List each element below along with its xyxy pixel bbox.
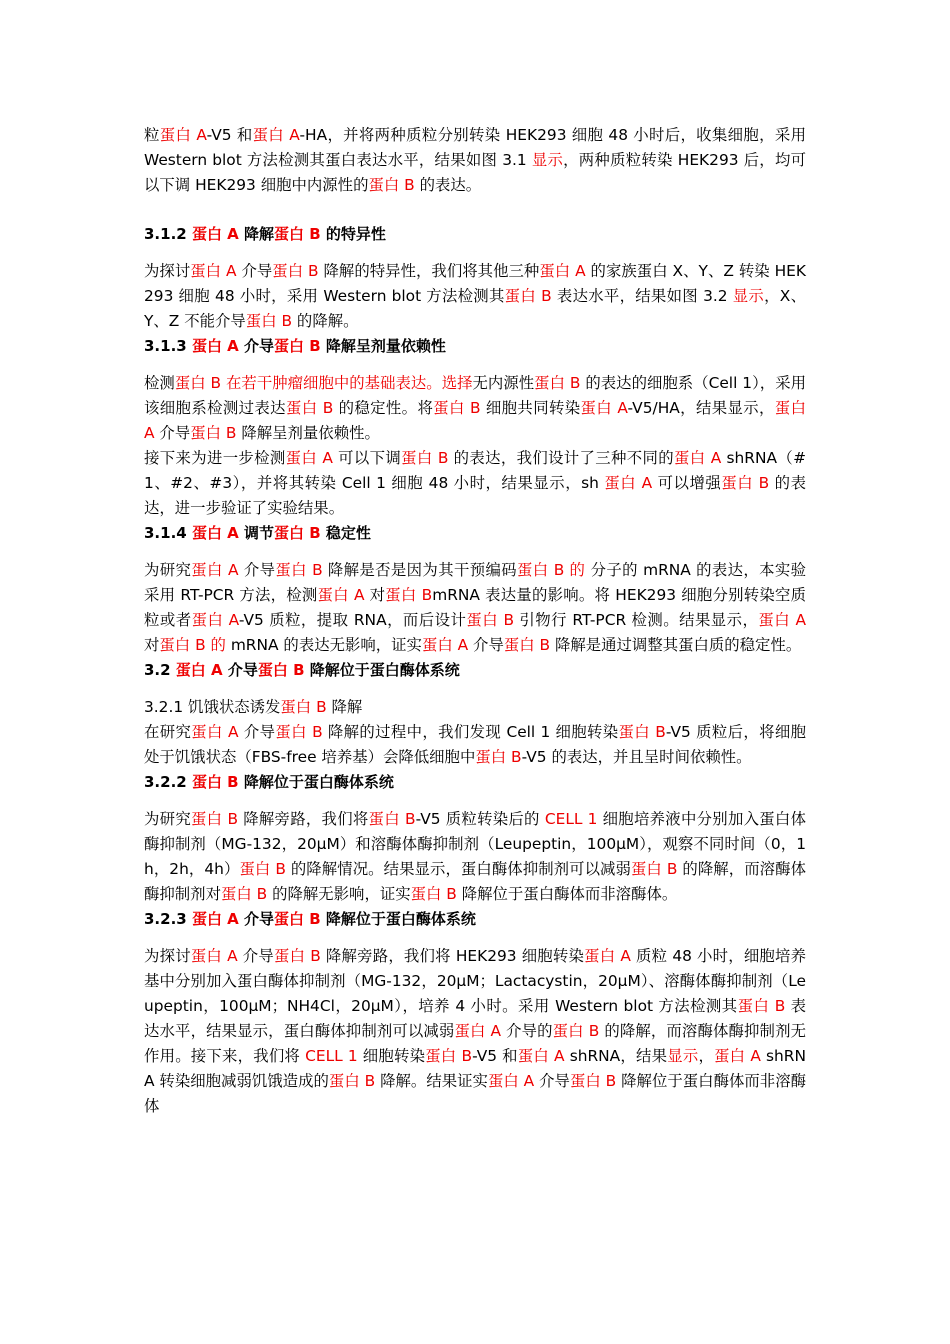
paragraph: [144, 558, 806, 658]
text-run: 介导: [534, 1072, 570, 1090]
text-run: 3.2: [144, 661, 176, 679]
text-run: 表达水平，结果如图 3.2: [551, 287, 733, 305]
highlighted-term: 蛋白 A: [159, 126, 207, 144]
highlighted-term: 蛋白 A: [604, 474, 653, 492]
highlighted-term: 蛋白 B 的: [159, 636, 226, 654]
spacer: [144, 198, 806, 222]
spacer: [144, 546, 806, 558]
highlighted-term: 蛋白 A: [539, 262, 586, 280]
highlighted-term: 蛋白 A: [758, 611, 806, 629]
text-run: -V5/HA，结果显示，: [627, 399, 775, 417]
highlighted-term: CELL 1: [305, 1047, 358, 1065]
text-run: 降解旁路，我们将: [238, 810, 369, 828]
text-run: 对: [364, 586, 386, 604]
text-run: 3.1.4: [144, 524, 192, 542]
highlighted-term: 蛋白 B: [385, 586, 433, 604]
text-run: 分子的 mRNA 的表达，本实验采用 RT-PCR 方法，检测: [144, 561, 806, 604]
text-run: 细胞共同转染: [480, 399, 581, 417]
text-run: 介导: [468, 636, 504, 654]
highlighted-term: 蛋白 A: [191, 611, 239, 629]
text-run: 引物行 RT-PCR 检测。结果显示，: [514, 611, 759, 629]
text-run: 无内源性: [472, 374, 535, 392]
text-run: 介导: [238, 337, 275, 355]
text-run: 的家族蛋白 X、Y、Z 转染 HEK293 细胞 48 小时，采用 Western blot 方法检测其: [144, 262, 806, 305]
highlighted-term: 蛋白 B: [285, 399, 334, 417]
text-run: 降解的过程中，我们发现 Cell 1 细胞转染: [322, 723, 619, 741]
highlighted-term: 蛋白 B: [721, 474, 770, 492]
highlighted-term: 显示: [667, 1047, 699, 1065]
highlighted-term: 蛋白 A: [191, 561, 239, 579]
text-run: 的降解情况。结果显示，蛋白酶体抑制剂可以减弱: [285, 860, 631, 878]
text-run: 介导: [238, 910, 275, 928]
highlighted-term: 蛋白 B: [368, 176, 415, 194]
text-run: 粒: [144, 126, 160, 144]
text-run: 降解位于蛋白酶体系统: [304, 661, 460, 679]
highlighted-term: 蛋白 B: [368, 810, 416, 828]
highlighted-term: 蛋白 B: [552, 1022, 600, 1040]
highlighted-term: 蛋白 B: [274, 225, 321, 243]
text-run: 降解旁路，我们将 HEK293 细胞转染: [320, 947, 585, 965]
highlighted-term: 蛋白 B 在若干肿瘤细胞中的基础表达。选择: [174, 374, 473, 392]
text-run: -V5 质粒后，将细胞处于饥饿状态（FBS-free 培养基）会降低细胞中: [144, 723, 806, 766]
text-run: 介导: [236, 262, 273, 280]
text-run: 3.2.2: [144, 773, 192, 791]
text-run: 可以下调: [332, 449, 402, 467]
section-heading: [144, 334, 806, 359]
text-run: 对: [144, 636, 160, 654]
text-run: 在研究: [144, 723, 192, 741]
highlighted-term: 蛋白 B: [275, 723, 323, 741]
text-run: 介导: [238, 723, 276, 741]
highlighted-term: 蛋白 B: [618, 723, 666, 741]
highlighted-term: 蛋白 B: [239, 860, 286, 878]
text-run: 接下来为进一步检测: [144, 449, 286, 467]
text-run: 降解。结果证实: [375, 1072, 488, 1090]
highlighted-term: 蛋白 B: [504, 287, 552, 305]
text-run: 介导: [154, 424, 191, 442]
text-run: 检测: [144, 374, 175, 392]
text-run: 表达水平，结果显示，蛋白酶体抑制剂可以减弱: [144, 997, 806, 1040]
highlighted-term: 蛋白 B: [220, 885, 268, 903]
highlighted-term: 蛋白 B: [328, 1072, 376, 1090]
text-run: 的特异性: [320, 225, 386, 243]
text-run: 降解位于蛋白酶体而非溶酶体。: [456, 885, 678, 903]
text-run: ，X、Y、Z 不能介导: [144, 287, 806, 330]
spacer: [144, 683, 806, 695]
section-heading: [144, 222, 806, 247]
text-run: 调节: [238, 524, 275, 542]
paragraph: [144, 944, 806, 1119]
text-run: 介导: [237, 947, 274, 965]
text-run: 的降解，而溶酶体酶抑制剂对: [144, 860, 806, 903]
highlighted-term: 蛋白 A: [191, 723, 239, 741]
highlighted-term: 蛋白 A: [317, 586, 365, 604]
highlighted-term: 蛋白 B: [274, 910, 321, 928]
text-run: 降解位于蛋白酶体系统: [320, 910, 476, 928]
text-run: -HA，并将两种质粒分别转染 HEK293 细胞 48 小时后，收集细胞，采用 Western blot 方法检测其蛋白表达水平，结果如图 3.1: [144, 126, 806, 169]
highlighted-term: 蛋白 B: [191, 773, 239, 791]
highlighted-term: 显示: [531, 151, 564, 169]
paragraph: [144, 807, 806, 907]
highlighted-term: 蛋白 B: [410, 885, 457, 903]
highlighted-term: 蛋白 B: [475, 748, 522, 766]
paragraph: [144, 720, 806, 770]
paragraph: [144, 446, 806, 521]
text-run: mRNA 的表达无影响，证实: [225, 636, 422, 654]
highlighted-term: 蛋白 A: [517, 1047, 565, 1065]
highlighted-term: 蛋白 A: [144, 399, 806, 442]
section-heading: [144, 658, 806, 683]
highlighted-term: 蛋白 A: [584, 947, 631, 965]
section-heading: [144, 770, 806, 795]
text-run: 3.2.3: [144, 910, 192, 928]
highlighted-term: 蛋白 B: [534, 374, 581, 392]
highlighted-term: 蛋白 A: [487, 1072, 535, 1090]
text-run: 3.1.2: [144, 225, 192, 243]
text-run: 降解位于蛋白酶体系统: [238, 773, 394, 791]
highlighted-term: 蛋白 B: [630, 860, 678, 878]
text-run: 降解呈剂量依赖性: [320, 337, 446, 355]
highlighted-term: 蛋白 B: [466, 611, 515, 629]
text-run: 降解呈剂量依赖性。: [236, 424, 380, 442]
highlighted-term: 蛋白 B: [503, 636, 551, 654]
text-run: 降解: [326, 698, 363, 716]
text-run: 为研究: [144, 810, 191, 828]
text-run: mRNA 表达量的影响。将 HEK293 细胞分别转染空质粒或者: [144, 586, 807, 629]
highlighted-term: 蛋白 A: [191, 910, 239, 928]
highlighted-term: 蛋白 B: [425, 1047, 473, 1065]
highlighted-term: 蛋白 B: [245, 312, 293, 330]
section-heading: [144, 907, 806, 932]
text-run: shRNA 转染细胞减弱饥饿造成的: [144, 1047, 806, 1090]
highlighted-term: 蛋白 B: [274, 524, 321, 542]
spacer: [144, 359, 806, 371]
highlighted-term: 蛋白 B 的: [516, 561, 586, 579]
spacer: [144, 247, 806, 259]
text-run: 降解位于蛋白酶体而非溶酶体: [144, 1072, 806, 1115]
text-run: 降解的特异性，我们将其他三种: [318, 262, 540, 280]
highlighted-term: 蛋白 B: [190, 424, 237, 442]
highlighted-term: 蛋白 A: [673, 449, 722, 467]
text-run: 介导: [222, 661, 258, 679]
text-run: 降解: [238, 225, 275, 243]
highlighted-term: 蛋白 B: [569, 1072, 617, 1090]
text-run: 3.2.1 饥饿状态诱发: [144, 698, 281, 716]
highlighted-term: 蛋白 B: [433, 399, 481, 417]
highlighted-term: 显示: [732, 287, 765, 305]
highlighted-term: 蛋白 B: [274, 337, 321, 355]
text-run: 降解是通过调整其蛋白质的稳定性。: [550, 636, 802, 654]
highlighted-term: 蛋白 A: [454, 1022, 502, 1040]
text-run: 的稳定性。将: [333, 399, 434, 417]
spacer: [144, 932, 806, 944]
highlighted-term: 蛋白 A: [421, 636, 469, 654]
text-run: 细胞转染: [357, 1047, 426, 1065]
text-run: 的表达，进一步验证了实验结果。: [144, 474, 806, 517]
text-run: 的表达。: [414, 176, 482, 194]
text-run: 介导: [238, 561, 276, 579]
text-run: 的表达，我们设计了三种不同的: [448, 449, 674, 467]
text-run: 3.1.3: [144, 337, 192, 355]
highlighted-term: 蛋白 B: [737, 997, 786, 1015]
highlighted-term: 蛋白 B: [191, 810, 239, 828]
highlighted-term: 蛋白 A: [252, 126, 300, 144]
text-run: 为探讨: [144, 262, 191, 280]
highlighted-term: 蛋白 B: [272, 262, 319, 280]
text-run: 可以增强: [652, 474, 722, 492]
highlighted-term: 蛋白 A: [191, 337, 239, 355]
paragraph: [144, 123, 806, 198]
highlighted-term: 蛋白 B: [280, 698, 327, 716]
highlighted-term: 蛋白 A: [285, 449, 333, 467]
text-run: -V5 质粒转染后的: [415, 810, 545, 828]
text-run: 稳定性: [320, 524, 371, 542]
text-run: 的降解。: [292, 312, 359, 330]
text-run: 的降解，而溶酶体酶抑制剂无作用。接下来，我们将: [144, 1022, 806, 1065]
text-run: -V5 和: [472, 1047, 518, 1065]
highlighted-term: 蛋白 A: [175, 661, 223, 679]
text-run: 细胞培养液中分别加入蛋白体酶抑制剂（MG-132，20μM）和溶酶体酶抑制剂（Leupeptin，100μM），观察不同时间（0，1h，2h，4h）: [144, 810, 806, 878]
text-run: shRNA，结果: [564, 1047, 668, 1065]
highlighted-term: 蛋白 B: [275, 561, 323, 579]
highlighted-term: 蛋白 A: [190, 947, 238, 965]
text-run: ，: [698, 1047, 715, 1065]
highlighted-term: 蛋白 A: [190, 262, 237, 280]
text-run: 的表达的细胞系（Cell 1），采用该细胞系检测过表达: [144, 374, 806, 417]
paragraph: [144, 695, 806, 720]
paragraph: [144, 259, 806, 334]
highlighted-term: 蛋白 B: [401, 449, 449, 467]
highlighted-term: 蛋白 A: [714, 1047, 761, 1065]
highlighted-term: 蛋白 A: [580, 399, 628, 417]
text-run: 为探讨: [144, 947, 191, 965]
text-run: 为研究: [144, 561, 192, 579]
paragraph: [144, 371, 806, 446]
spacer: [144, 795, 806, 807]
text-run: 降解是否是因为其干预编码: [322, 561, 517, 579]
text-run: ，两种质粒转染 HEK293 后，均可以下调 HEK293 细胞中内源性的: [144, 151, 806, 194]
highlighted-term: 蛋白 A: [191, 225, 239, 243]
highlighted-term: 蛋白 A: [191, 524, 239, 542]
text-run: -V5 的表达，并且呈时间依赖性。: [521, 748, 752, 766]
text-run: 质粒 48 小时，细胞培养基中分别加入蛋白酶体抑制剂（MG-132，20μM；Lactacystin，20μM）、溶酶体酶抑制剂（Leupeptin，100μM；NH4Cl，20μM），培养 4 小时。采用 Western blot 方法检测其: [144, 947, 807, 1015]
text-run: -V5 质粒，提取 RNA，而后设计: [238, 611, 467, 629]
text-run: 介导的: [501, 1022, 553, 1040]
section-heading: [144, 521, 806, 546]
text-run: -V5 和: [206, 126, 253, 144]
highlighted-term: 蛋白 B: [257, 661, 305, 679]
text-run: 的降解无影响，证实: [267, 885, 411, 903]
highlighted-term: 蛋白 B: [273, 947, 321, 965]
text-run: shRNA（#1、#2、#3），并将其转染 Cell 1 细胞 48 小时，结果显示，sh: [144, 449, 806, 492]
highlighted-term: CELL 1: [544, 810, 598, 828]
